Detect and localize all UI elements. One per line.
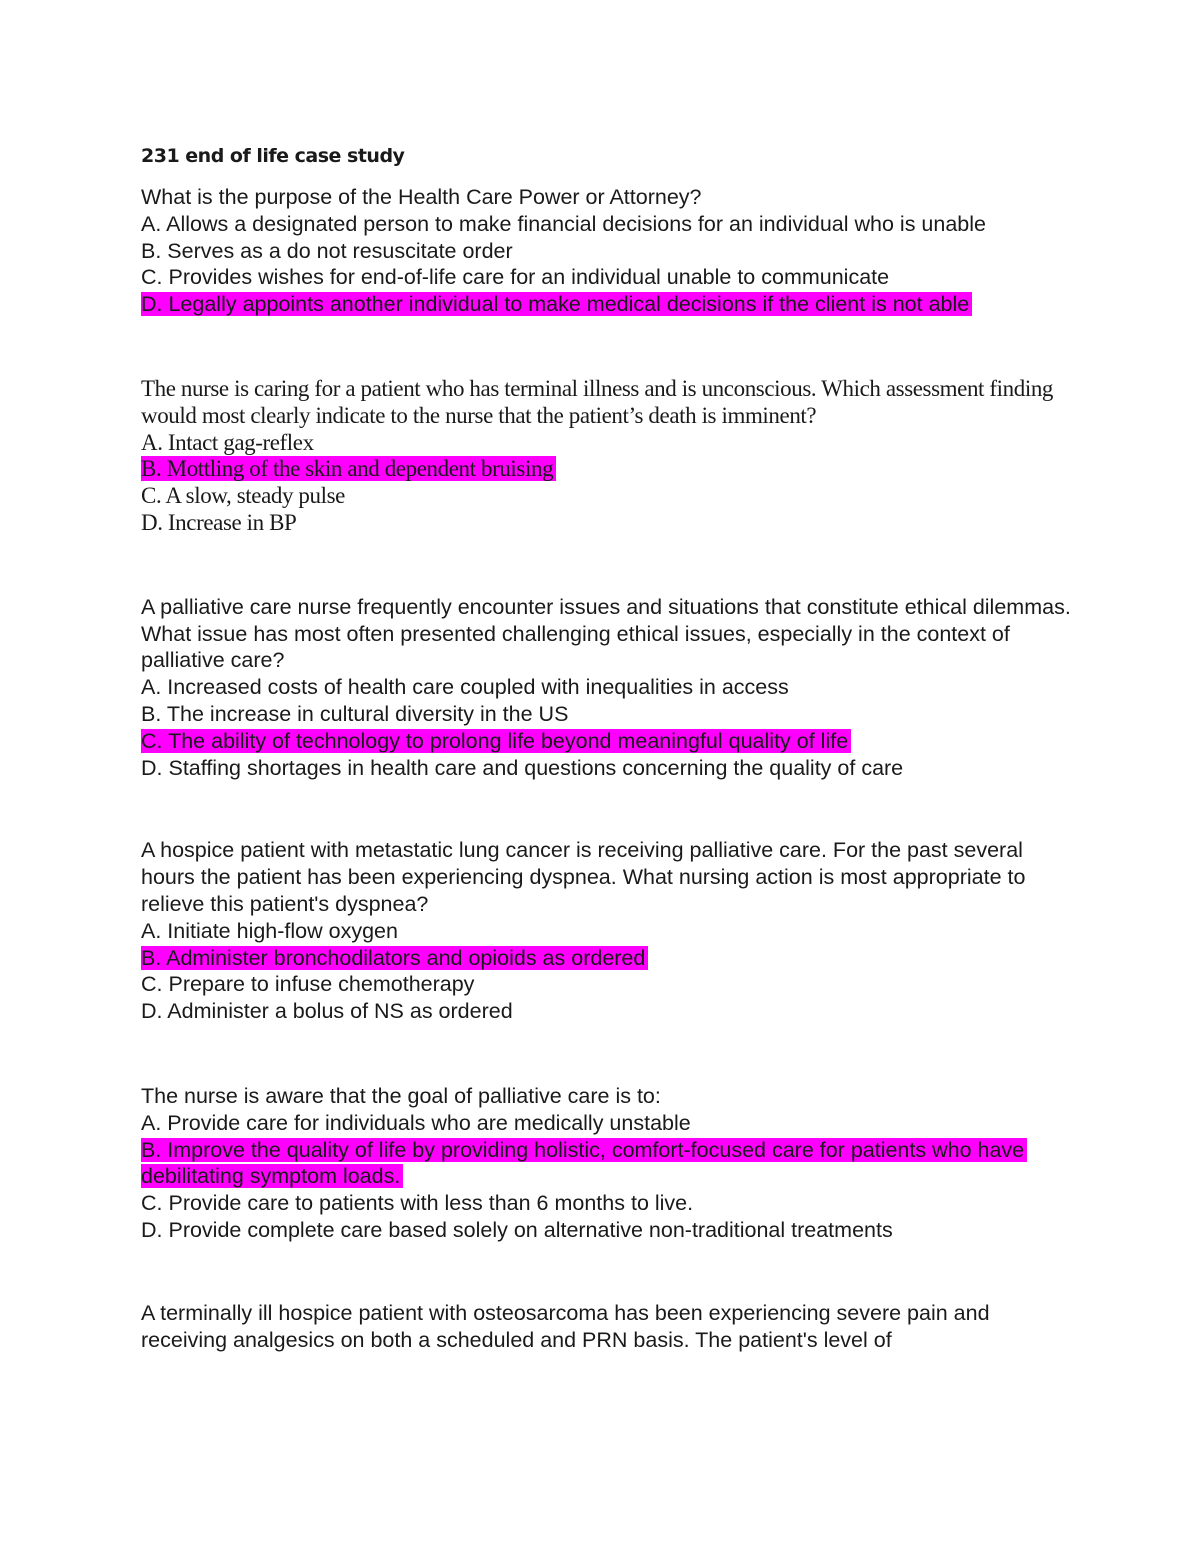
answer-option: A. Provide care for individuals who are medically unstable — [141, 1110, 691, 1135]
answer-option: A. Initiate high-flow oxygen — [141, 918, 398, 943]
answer-option: C. Provide care to patients with less than 6 months to live. — [141, 1191, 694, 1216]
question-stem: A hospice patient with metastatic lung cancer is receiving palliative care. For the past several hours the patient has been experiencing dyspnea. What nursing action is most appropriate to relieve this patient's dyspnea? — [141, 838, 1026, 916]
question-2 — [141, 376, 1076, 537]
question-stem: The nurse is caring for a patient who has terminal illness and is unconscious. Which assessment finding would most clearly indicate to the nurse that the patient’s death is imminent? — [141, 375, 1054, 428]
document-page — [141, 140, 1076, 1353]
answer-option: D. Provide complete care based solely on alternative non-traditional treatments — [141, 1217, 893, 1242]
question-4 — [141, 837, 1076, 1025]
answer-option: D. Administer a bolus of NS as ordered — [141, 999, 513, 1024]
answer-option: A. Intact gag-reflex — [141, 429, 314, 455]
question-1 — [141, 184, 1076, 318]
answer-option: C. A slow, steady pulse — [141, 483, 345, 509]
answer-option: D. Increase in BP — [141, 509, 297, 535]
highlighted-answer: B. Mottling of the skin and dependent bruising — [141, 456, 556, 481]
answer-option: B. The increase in cultural diversity in the US — [141, 701, 569, 726]
question-stem: What is the purpose of the Health Care Power or Attorney? — [141, 185, 702, 209]
answer-option: C. Prepare to infuse chemotherapy — [141, 972, 475, 997]
answer-option: A. Increased costs of health care coupled with inequalities in access — [141, 675, 789, 700]
question-3 — [141, 594, 1076, 782]
answer-option: B. Serves as a do not resuscitate order — [141, 238, 513, 263]
question-6 — [141, 1300, 1076, 1354]
highlighted-answer: D. Legally appoints another individual to make medical decisions if the client is not able — [141, 292, 972, 316]
question-stem: A palliative care nurse frequently encounter issues and situations that constitute ethical dilemmas. What issue has most often presented challenging ethical issues, especially in the context of palliative care? — [141, 594, 1071, 673]
highlighted-answer: B. Improve the quality of life by providing holistic, comfort-focused care for patients who have debilitating symptom loads. — [141, 1138, 1027, 1189]
answer-option: C. Provides wishes for end-of-life care for an individual unable to communicate — [141, 265, 890, 290]
highlighted-answer: B. Administer bronchodilators and opioids as ordered — [141, 946, 648, 970]
document-title: 231 end of life case study — [141, 145, 405, 167]
answer-option: D. Staffing shortages in health care and questions concerning the quality of care — [141, 755, 904, 780]
answer-option: A. Allows a designated person to make financial decisions for an individual who is unable — [141, 211, 986, 236]
question-5 — [141, 1083, 1076, 1244]
highlighted-answer: C. The ability of technology to prolong life beyond meaningful quality of life — [141, 729, 851, 753]
question-stem: A terminally ill hospice patient with osteosarcoma has been experiencing severe pain and receiving analgesics on both a scheduled and PRN basis. The patient's level of — [141, 1300, 990, 1352]
question-stem: The nurse is aware that the goal of palliative care is to: — [141, 1083, 661, 1108]
